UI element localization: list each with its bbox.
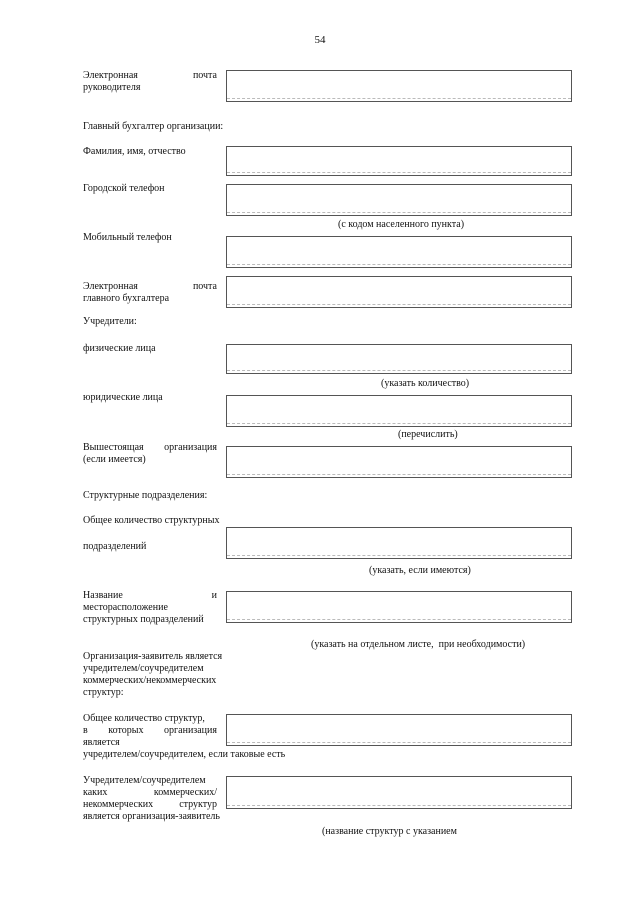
individuals-label: физические лица	[83, 343, 156, 354]
subdivisions-location-field[interactable]	[226, 591, 572, 623]
parent-org-label: Вышестоящая организация (если имеется)	[83, 442, 217, 465]
legal-entities-field[interactable]	[226, 395, 572, 427]
director-email-label: Электронная почта руководителя	[83, 70, 217, 93]
city-phone-label: Городской телефон	[83, 183, 165, 194]
legal-entities-note: (перечислить)	[398, 429, 458, 440]
structures-list-note: (название структур с указанием	[322, 826, 457, 837]
page-number: 54	[314, 34, 326, 46]
founders-heading: Учредители:	[83, 316, 137, 327]
subdivisions-heading: Структурные подразделения:	[83, 490, 208, 501]
subdivisions-location-label: Название и месторасположение структурных подразделений	[83, 590, 217, 625]
applicant-founder-label: Организация-заявитель является учредителем/соучредителем коммерческих/некоммерческих структур:	[83, 651, 223, 698]
structures-list-label: Учредителем/соучредителем каких коммерческих/ некоммерческих структур является организация-заявитель	[83, 775, 220, 822]
full-name-field[interactable]	[226, 146, 572, 176]
subdivisions-count-line2: подразделений	[83, 541, 147, 552]
structures-count-label: Общее количество структур, в которых организация является учредителем/соучредителем, если таковые есть	[83, 713, 286, 760]
accountant-email-label: Электронная почта главного бухгалтера	[83, 281, 217, 304]
subdivisions-count-field[interactable]	[226, 527, 572, 559]
chief-accountant-heading: Главный бухгалтер организации:	[83, 121, 224, 132]
mobile-phone-field[interactable]	[226, 236, 572, 268]
structures-list-field[interactable]	[226, 776, 572, 809]
full-name-label: Фамилия, имя, отчество	[83, 146, 186, 157]
director-email-field[interactable]	[226, 70, 572, 102]
structures-count-field[interactable]	[226, 714, 572, 746]
city-phone-field[interactable]	[226, 184, 572, 216]
subdivisions-count-note: (указать, если имеются)	[369, 565, 471, 576]
legal-entities-label: юридические лица	[83, 392, 163, 403]
city-phone-note: (с кодом населенного пункта)	[338, 219, 465, 230]
subdivisions-count-line1: Общее количество структурных	[83, 515, 220, 526]
individuals-field[interactable]	[226, 344, 572, 374]
parent-org-field[interactable]	[226, 446, 572, 478]
subdivisions-location-note: (указать на отдельном листе, при необходимости)	[311, 639, 526, 650]
accountant-email-field[interactable]	[226, 276, 572, 308]
individuals-note: (указать количество)	[381, 378, 470, 389]
mobile-phone-label: Мобильный телефон	[83, 232, 172, 243]
